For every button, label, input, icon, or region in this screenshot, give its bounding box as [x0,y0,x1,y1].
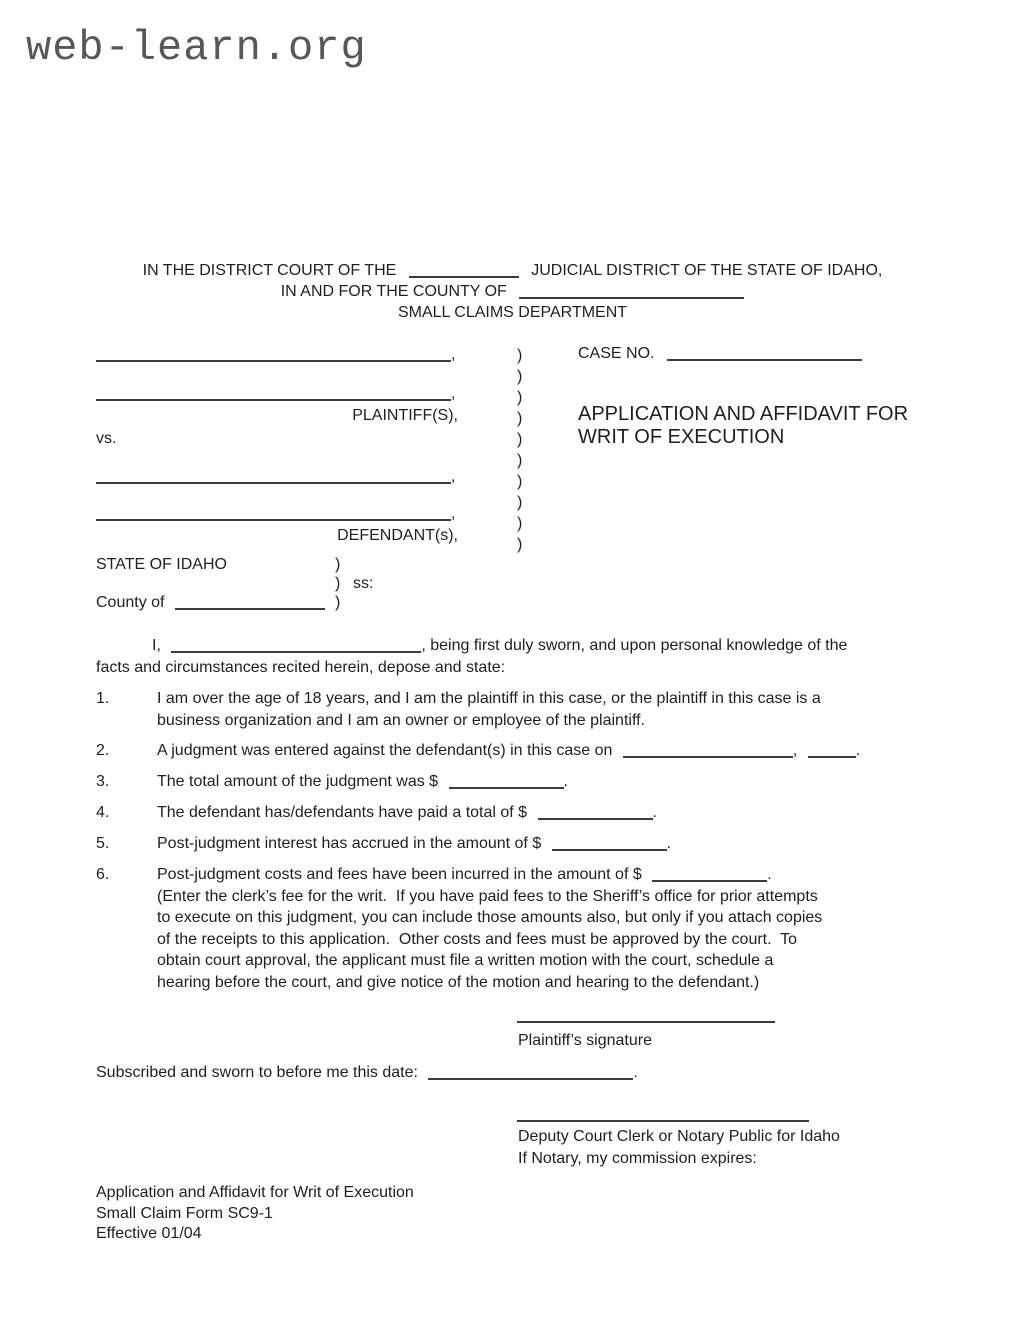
period: . [563,773,568,790]
commission-label: If Notary, my commission expires: [518,1150,757,1167]
vs-label: vs. [96,430,117,447]
paren: ) [517,389,523,406]
sworn-intro [96,635,936,678]
blank-judgment-date [623,755,793,758]
paren: ) [517,473,523,490]
paren: ) [517,494,523,511]
item-3-text: The total amount of the judgment was $ [157,773,439,790]
paren: ) [517,410,523,427]
plaintiff-signature-label: Plaintiff’s signature [518,1032,652,1049]
site-logo: web-learn.org [26,24,367,72]
list-item-1 [96,688,928,731]
item-body [157,740,928,762]
item-body [157,688,928,731]
item-number: 3. [96,773,110,790]
party-line-1 [96,346,458,364]
item-6-note-line: of the receipts to this application. Other costs and fees must be approved by the court. To [157,930,798,948]
blank-county [519,296,744,299]
case-number-row [578,345,862,363]
blank-affiant-name [171,650,421,653]
ss-label: ss: [353,575,374,592]
item-1-line-2: business organization and I am an owner or employee of the plaintiff. [157,711,645,729]
party-line-2 [96,385,458,403]
blank-party-name-4 [96,518,451,521]
comma: , [451,385,456,402]
blank-judicial-district [409,275,519,278]
item-6-note-line: (Enter the clerk’s fee for the writ. If you have paid fees to the Sheriff’s office for prior attempts [157,887,818,905]
document-title-line-1: APPLICATION AND AFFIDAVIT FOR [578,403,909,425]
caption-paren-column [517,345,522,555]
sworn-i: I, [152,637,161,654]
sworn-intro-line-2: facts and circumstances recited herein, depose and state: [96,658,506,676]
clerk-signature-line [517,1120,809,1122]
item-6-text: Post-judgment costs and fees have been incurred in the amount of $ [157,866,642,883]
item-6-note-line: hearing before the court, and give notice of the motion and hearing to the defendant.) [157,973,760,991]
item-body [157,864,928,993]
footer-doc-name: Application and Affidavit for Writ of Execution [96,1184,414,1201]
subscribed-row [96,1064,638,1082]
item-2-text: A judgment was entered against the defendant(s) in this case on [157,742,613,759]
list-item-3 [96,771,928,793]
document-title-line-2: WRIT OF EXECUTION [578,426,785,448]
blank-judgment-amount [449,786,564,789]
paren: ) [335,594,341,611]
court-line2-before: IN AND FOR THE COUNTY OF [280,283,507,300]
venue-county-row [96,594,496,612]
case-no-label: CASE NO. [578,345,655,362]
item-number: 2. [96,742,110,759]
paren: ) [335,575,341,592]
court-header [0,260,1025,323]
blank-judgment-year [808,755,856,758]
blank-costs-amount [652,879,767,882]
sworn-intro-line-1 [96,635,936,657]
item-5-text: Post-judgment interest has accrued in the amount of $ [157,835,542,852]
venue-state-row [96,556,496,574]
list-item-6 [96,864,928,993]
blank-venue-county [175,607,325,610]
court-header-line-2 [0,281,1025,302]
venue-state: STATE OF IDAHO [96,556,227,573]
paren: ) [517,515,523,532]
list-item-2 [96,740,928,762]
paren: ) [517,347,523,364]
item-6-line-1 [157,864,928,886]
period: . [666,835,672,852]
item-body [157,771,928,793]
blank-interest-amount [552,848,667,851]
item-body [157,833,928,855]
period: . [633,1064,638,1081]
item-number: 6. [96,866,110,883]
subscribed-label: Subscribed and sworn to before me this date: [96,1064,418,1081]
item-number: 4. [96,804,110,821]
blank-party-name-3 [96,481,451,484]
list-item-5 [96,833,928,855]
list-item-4 [96,802,928,824]
item-6-note-line: obtain court approval, the applicant must file a written motion with the court, schedule a [157,952,774,969]
paren: ) [517,452,523,469]
court-line1-after: JUDICIAL DISTRICT OF THE STATE OF IDAHO, [531,262,883,279]
document-title [578,403,908,449]
period: . [767,866,772,883]
blank-sworn-date [428,1077,633,1080]
plaintiff-label: PLAINTIFF(S), [352,407,458,424]
blank-paid-amount [538,817,653,820]
party-line-4 [96,505,458,523]
comma: , [792,742,798,759]
form-footer [96,1183,414,1245]
item-number: 1. [96,690,110,707]
comma: , [451,468,456,485]
item-4-text: The defendant has/defendants have paid a total of $ [157,804,528,821]
period: . [652,804,657,821]
item-1-line-1: I am over the age of 18 years, and I am the plaintiff in this case, or the plaintiff in this case is a [157,690,821,707]
paren: ) [335,556,341,573]
item-number: 5. [96,835,110,852]
period: . [855,742,861,759]
paren: ) [517,431,523,448]
defendant-label: DEFENDANT(s), [337,527,458,544]
court-header-line-3: SMALL CLAIMS DEPARTMENT [397,304,628,321]
blank-party-name-1 [96,359,451,362]
clerk-label: Deputy Court Clerk or Notary Public for Idaho [518,1128,840,1145]
item-body [157,802,928,824]
footer-effective-date: Effective 01/04 [96,1225,202,1242]
comma: , [451,346,456,363]
paren: ) [517,536,523,553]
blank-case-number [667,358,862,361]
sworn-line1-rest: , being first duly sworn, and upon personal knowledge of the [421,637,848,654]
party-line-3 [96,468,458,486]
blank-party-name-2 [96,398,451,401]
comma: , [451,505,456,522]
item-6-note-line: to execute on this judgment, you can include those amounts also, but only if you attach copies [157,909,823,926]
court-header-line-1 [0,260,1025,281]
paren: ) [517,368,523,385]
footer-form-number: Small Claim Form SC9-1 [96,1204,273,1222]
plaintiff-signature-line [517,1021,775,1023]
court-line1-before: IN THE DISTRICT COURT OF THE [142,262,397,279]
county-label: County of [96,594,165,611]
